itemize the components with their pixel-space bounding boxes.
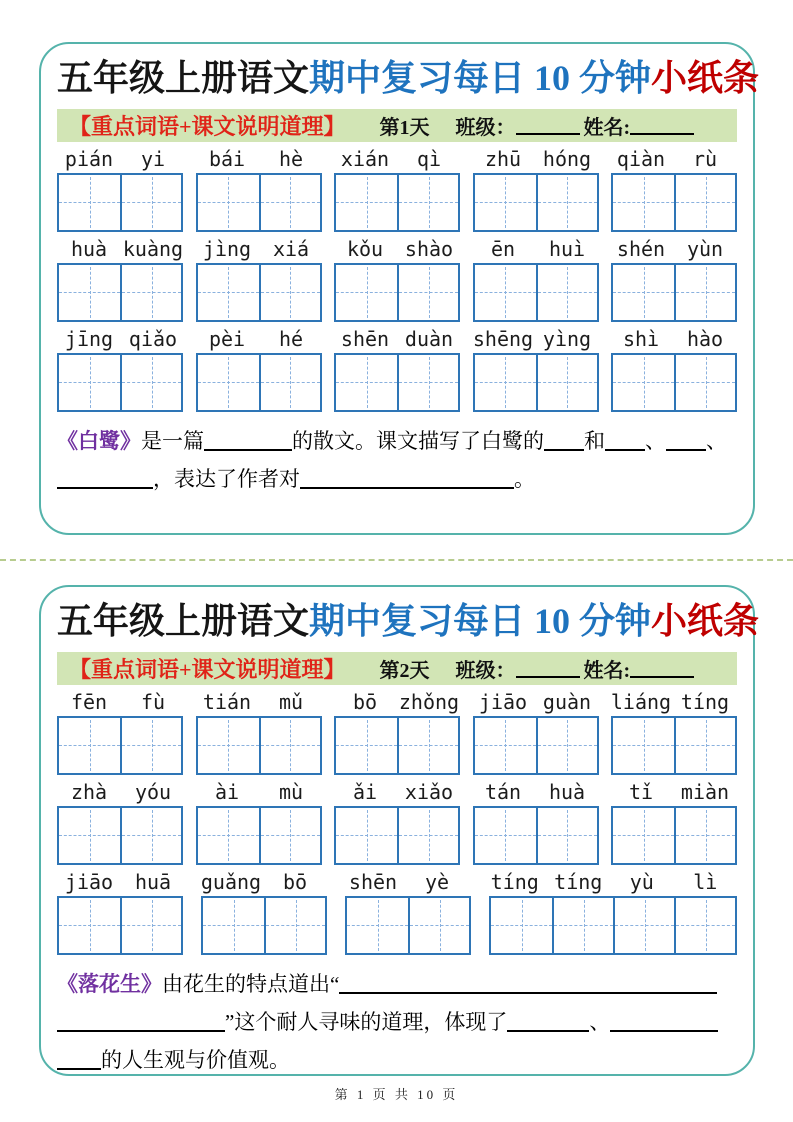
grid-cell	[336, 265, 397, 320]
name-label: 姓名:	[583, 659, 631, 682]
passage-blank	[57, 1050, 101, 1070]
writing-grid	[473, 263, 599, 322]
word-row-1	[57, 689, 737, 775]
grid-cell	[674, 265, 735, 320]
grid-cell	[613, 808, 674, 863]
grid-cell	[259, 355, 320, 410]
name-label: 姓名:	[583, 116, 631, 139]
pinyin-word	[483, 869, 737, 895]
grid-cell	[397, 265, 458, 320]
passage-text: 的人生观与价值观。	[101, 1047, 290, 1072]
title-segment-black: 五年级上册语文	[57, 58, 310, 98]
passage-text: 和	[584, 428, 605, 453]
writing-grid	[334, 716, 460, 775]
pinyin-word	[195, 326, 323, 352]
passage-blank	[507, 1012, 589, 1032]
pinyin-syllable: hóng	[542, 146, 592, 171]
writing-grid	[196, 806, 322, 865]
page-number: 第 1 页 共 10 页	[334, 1087, 459, 1102]
grid-cell	[397, 718, 458, 773]
pinyin-syllable: hè	[278, 146, 304, 171]
grid-row	[57, 262, 737, 322]
grid-cell	[397, 355, 458, 410]
pinyin-syllable: guǎng	[200, 869, 262, 894]
writing-grid	[196, 263, 322, 322]
pinyin-syllable: fù	[140, 689, 166, 714]
pinyin-row	[57, 779, 737, 805]
grid-cell	[120, 175, 181, 230]
pinyin-word	[471, 326, 599, 352]
writing-grid	[196, 173, 322, 232]
passage-text: ，表达了作者对	[153, 466, 300, 491]
passage-blank	[610, 1012, 718, 1032]
pinyin-word	[195, 146, 323, 172]
pinyin-row	[57, 236, 737, 262]
pinyin-syllable: qì	[416, 146, 442, 171]
grid-cell	[264, 898, 325, 953]
grid-cell	[475, 355, 536, 410]
grid-cell	[674, 898, 735, 953]
title-segment-red: 小纸条	[651, 58, 760, 98]
pinyin-syllable: bō	[352, 689, 378, 714]
pinyin-syllable: mǔ	[278, 689, 304, 714]
pinyin-syllable: duàn	[404, 326, 454, 351]
writing-grid	[489, 896, 737, 955]
pinyin-word	[57, 779, 185, 805]
pinyin-syllable: qiàn	[616, 146, 666, 171]
pinyin-word	[199, 869, 327, 895]
pinyin-row	[57, 146, 737, 172]
pinyin-syllable: ài	[214, 779, 240, 804]
book-title: 《落花生》	[57, 971, 162, 996]
banner-topic-tag: 【重点词语+课文说明道理】	[69, 113, 346, 139]
grid-cell	[203, 898, 264, 953]
grid-cell	[198, 718, 259, 773]
pinyin-syllable: tán	[484, 779, 522, 804]
pinyin-word	[195, 779, 323, 805]
passage-line	[57, 1041, 737, 1079]
grid-cell	[613, 355, 674, 410]
pinyin-word	[471, 146, 599, 172]
pinyin-word	[609, 146, 737, 172]
writing-grid	[611, 806, 737, 865]
grid-cell	[536, 175, 597, 230]
writing-grid	[473, 806, 599, 865]
pinyin-syllable: lì	[693, 869, 718, 894]
writing-grid	[57, 806, 183, 865]
pinyin-word	[609, 689, 737, 715]
section-banner	[57, 652, 737, 685]
passage-text: 、	[589, 1009, 611, 1034]
writing-grid	[334, 353, 460, 412]
passage-line	[57, 965, 737, 1003]
pinyin-syllable: xiá	[272, 236, 310, 261]
passage-blank	[666, 431, 706, 451]
pinyin-word	[195, 689, 323, 715]
grid-cell	[613, 718, 674, 773]
pinyin-syllable: kǒu	[346, 236, 384, 261]
pinyin-word	[333, 779, 461, 805]
grid-row	[57, 715, 737, 775]
grid-row	[57, 895, 737, 955]
word-row-2	[57, 779, 737, 865]
writing-grid	[196, 353, 322, 412]
grid-cell	[120, 718, 181, 773]
pinyin-syllable: jiāo	[478, 689, 528, 714]
pinyin-syllable: liáng	[610, 689, 672, 714]
grid-cell	[475, 265, 536, 320]
passage-text: 、	[645, 428, 666, 453]
grid-cell	[536, 808, 597, 863]
pinyin-syllable: huā	[134, 869, 172, 894]
pinyin-syllable: ēn	[490, 236, 516, 261]
grid-cell	[397, 175, 458, 230]
grid-row	[57, 172, 737, 232]
grid-cell	[59, 808, 120, 863]
grid-cell	[347, 898, 408, 953]
grid-cell	[674, 808, 735, 863]
passage-blank	[204, 431, 292, 451]
pinyin-syllable: shào	[404, 236, 454, 261]
pinyin-syllable: qiǎo	[128, 326, 178, 351]
writing-grid	[57, 263, 183, 322]
pinyin-row	[57, 689, 737, 715]
grid-cell	[491, 898, 552, 953]
title-segment-red: 小纸条	[651, 601, 760, 641]
pinyin-syllable: huì	[548, 236, 586, 261]
passage-line	[57, 460, 737, 498]
writing-grid	[611, 353, 737, 412]
card-title	[57, 54, 760, 103]
writing-grid	[611, 173, 737, 232]
pinyin-word	[609, 779, 737, 805]
pinyin-word	[333, 236, 461, 262]
pinyin-syllable: yi	[140, 146, 166, 171]
grid-cell	[59, 718, 120, 773]
pinyin-word	[609, 236, 737, 262]
pinyin-syllable: xiǎo	[404, 779, 454, 804]
grid-cell	[120, 808, 181, 863]
grid-row	[57, 805, 737, 865]
writing-grid	[473, 716, 599, 775]
pinyin-syllable: mù	[278, 779, 304, 804]
title-segment-black: 五年级上册语文	[57, 601, 310, 641]
pinyin-word	[195, 236, 323, 262]
pinyin-syllable: pèi	[208, 326, 246, 351]
writing-grid	[473, 173, 599, 232]
pinyin-word	[57, 326, 185, 352]
pinyin-syllable: yù	[629, 869, 654, 894]
pinyin-word	[57, 146, 185, 172]
class-label: 班级：	[455, 116, 516, 139]
writing-grid	[57, 716, 183, 775]
pinyin-word	[471, 689, 599, 715]
writing-grid	[611, 263, 737, 322]
writing-grid	[196, 716, 322, 775]
passage-text: 由花生的特点道出“	[162, 971, 340, 996]
passage-line	[57, 1003, 737, 1041]
grid-cell	[59, 355, 120, 410]
grid-cell	[674, 355, 735, 410]
grid-cell	[336, 175, 397, 230]
grid-cell	[59, 175, 120, 230]
pinyin-syllable: yóu	[134, 779, 172, 804]
grid-cell	[120, 265, 181, 320]
passage-text: ”这个耐人寻味的道理，体现了	[225, 1009, 508, 1034]
name-blank	[630, 662, 694, 678]
pinyin-syllable: kuàng	[122, 236, 184, 261]
passage-blank	[544, 431, 584, 451]
pinyin-word	[609, 326, 737, 352]
book-title: 《白鹭》	[57, 428, 141, 453]
pinyin-syllable: yùn	[686, 236, 724, 261]
grid-cell	[613, 898, 674, 953]
worksheet-card-day2	[39, 585, 760, 1076]
passage-text: 是一篇	[141, 428, 204, 453]
pinyin-syllable: tíng	[680, 689, 730, 714]
grid-cell	[198, 265, 259, 320]
title-segment-blue: 期中复习每日 10 分钟	[309, 58, 652, 98]
grid-cell	[336, 718, 397, 773]
pinyin-syllable: zhū	[484, 146, 522, 171]
pinyin-syllable: ǎi	[352, 779, 378, 804]
grid-cell	[552, 898, 613, 953]
pinyin-syllable: shēng	[472, 326, 534, 351]
grid-cell	[259, 808, 320, 863]
name-blank	[630, 119, 694, 135]
grid-cell	[336, 355, 397, 410]
pinyin-row	[57, 869, 737, 895]
pinyin-row	[57, 326, 737, 352]
grid-cell	[475, 718, 536, 773]
passage-blank	[300, 469, 514, 489]
grid-cell	[259, 718, 320, 773]
grid-cell	[613, 265, 674, 320]
pinyin-syllable: yè	[424, 869, 450, 894]
pinyin-word	[341, 869, 469, 895]
pinyin-syllable: shì	[622, 326, 660, 351]
word-row-2	[57, 236, 737, 322]
writing-grid	[611, 716, 737, 775]
pinyin-syllable: jiāo	[64, 869, 114, 894]
grid-cell	[475, 808, 536, 863]
passage-text: 的散文。课文描写了白鹭的	[292, 428, 544, 453]
pinyin-word	[57, 236, 185, 262]
pinyin-syllable: bō	[282, 869, 308, 894]
writing-grid	[334, 263, 460, 322]
section-banner	[57, 109, 737, 142]
pinyin-syllable: hé	[278, 326, 304, 351]
grid-cell	[536, 355, 597, 410]
pinyin-syllable: miàn	[680, 779, 730, 804]
writing-grid	[57, 353, 183, 412]
pinyin-syllable: jīng	[64, 326, 114, 351]
card-title	[57, 597, 760, 646]
pinyin-syllable: zhà	[70, 779, 108, 804]
grid-cell	[198, 355, 259, 410]
pinyin-syllable: pián	[64, 146, 114, 171]
pinyin-word	[57, 869, 185, 895]
grid-cell	[120, 355, 181, 410]
pinyin-syllable: zhǒng	[398, 689, 460, 714]
class-label: 班级：	[455, 659, 516, 682]
pinyin-word	[333, 689, 461, 715]
grid-cell	[120, 898, 181, 953]
passage-blank	[57, 469, 153, 489]
grid-cell	[674, 175, 735, 230]
grid-row	[57, 352, 737, 412]
passage-line	[57, 422, 737, 460]
grid-cell	[613, 175, 674, 230]
title-segment-blue: 期中复习每日 10 分钟	[309, 601, 652, 641]
pinyin-word	[471, 236, 599, 262]
grid-cell	[59, 898, 120, 953]
pinyin-syllable: shén	[616, 236, 666, 261]
writing-grid	[345, 896, 471, 955]
writing-grid	[334, 806, 460, 865]
grid-cell	[59, 265, 120, 320]
passage	[57, 422, 737, 498]
pinyin-syllable: shēn	[340, 326, 390, 351]
pinyin-syllable: yìng	[542, 326, 592, 351]
cut-line-divider	[0, 559, 793, 561]
banner-day-label: 第1天	[379, 116, 430, 139]
grid-cell	[408, 898, 469, 953]
pinyin-syllable: bái	[208, 146, 246, 171]
pinyin-syllable: shēn	[348, 869, 398, 894]
grid-cell	[259, 265, 320, 320]
passage	[57, 965, 737, 1079]
pinyin-syllable: tián	[202, 689, 252, 714]
pinyin-word	[471, 779, 599, 805]
word-row-1	[57, 146, 737, 232]
passage-text: 。	[514, 466, 535, 491]
banner-topic-tag: 【重点词语+课文说明道理】	[69, 656, 346, 682]
writing-grid	[473, 353, 599, 412]
pinyin-syllable: tíng	[554, 869, 603, 894]
pinyin-syllable: huà	[70, 236, 108, 261]
writing-grid	[57, 173, 183, 232]
grid-cell	[475, 175, 536, 230]
passage-blank	[57, 1012, 225, 1032]
word-row-3	[57, 869, 737, 955]
class-blank	[516, 662, 580, 678]
pinyin-syllable: tǐ	[628, 779, 654, 804]
class-blank	[516, 119, 580, 135]
pinyin-syllable: rù	[692, 146, 718, 171]
writing-grid	[201, 896, 327, 955]
passage-blank	[339, 974, 717, 994]
grid-cell	[536, 718, 597, 773]
pinyin-syllable: fēn	[70, 689, 108, 714]
grid-cell	[397, 808, 458, 863]
pinyin-syllable: xián	[340, 146, 390, 171]
pinyin-word	[57, 689, 185, 715]
pinyin-syllable: tíng	[490, 869, 539, 894]
passage-blank	[605, 431, 645, 451]
passage-text: 、	[706, 428, 727, 453]
grid-cell	[536, 265, 597, 320]
pinyin-word	[333, 146, 461, 172]
worksheet-card-day1	[39, 42, 760, 535]
grid-cell	[674, 718, 735, 773]
grid-cell	[198, 175, 259, 230]
writing-grid	[57, 896, 183, 955]
grid-cell	[336, 808, 397, 863]
pinyin-word	[333, 326, 461, 352]
pinyin-syllable: huà	[548, 779, 586, 804]
grid-cell	[259, 175, 320, 230]
pinyin-syllable: guàn	[542, 689, 592, 714]
banner-day-label: 第2天	[379, 659, 430, 682]
pinyin-syllable: hào	[686, 326, 724, 351]
pinyin-syllable: jìng	[202, 236, 252, 261]
grid-cell	[198, 808, 259, 863]
writing-grid	[334, 173, 460, 232]
word-row-3	[57, 326, 737, 412]
